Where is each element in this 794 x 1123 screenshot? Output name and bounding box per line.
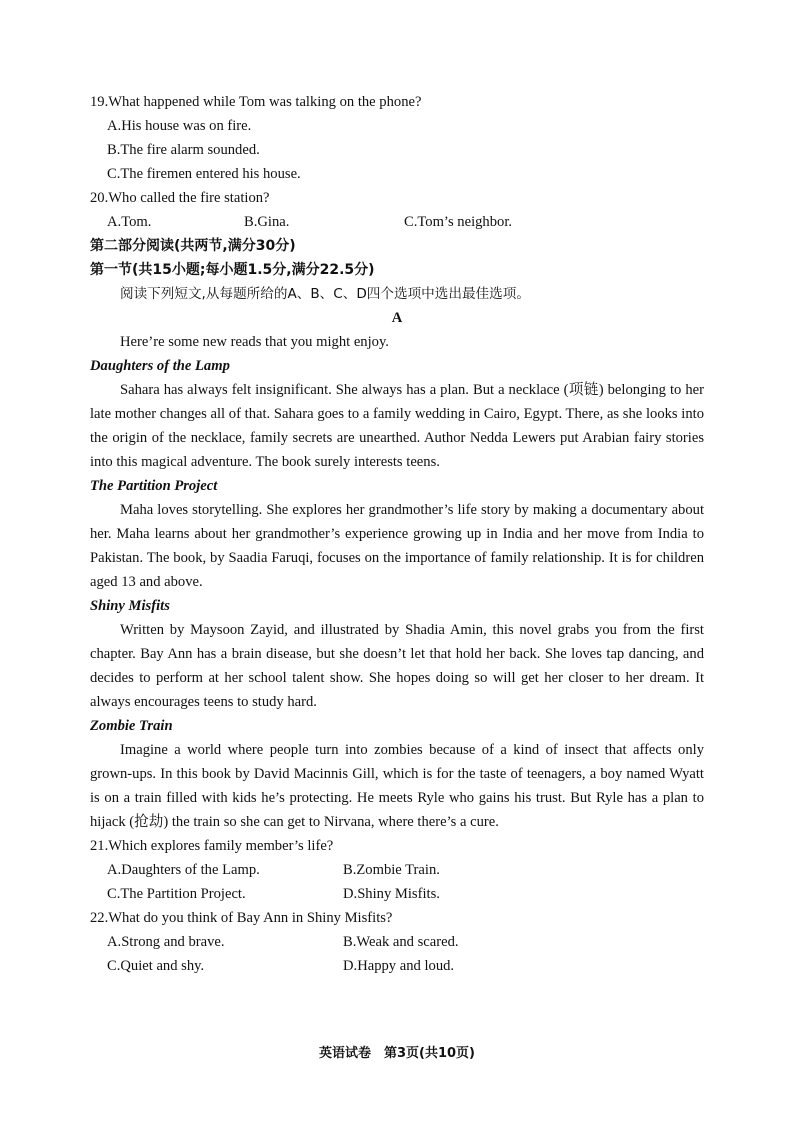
page-footer: 英语试卷 第3页(共10页) bbox=[318, 1046, 476, 1061]
section1-title: 第一节(共15小题;每小题1.5分,满分22.5分) bbox=[90, 262, 375, 278]
q20-option-c: C.Tom’s neighbor. bbox=[404, 214, 513, 230]
q21-option-d: D.Shiny Misfits. bbox=[343, 886, 440, 902]
q21-option-a: A.Daughters of the Lamp. bbox=[107, 862, 260, 878]
q21-option-b: B.Zombie Train. bbox=[343, 862, 440, 878]
book-title-2: The Partition Project bbox=[90, 478, 218, 494]
q20-options bbox=[90, 210, 704, 234]
q20-option-b: B.Gina. bbox=[244, 214, 290, 230]
q21-options-row2 bbox=[90, 882, 704, 906]
q22-options-row2 bbox=[90, 954, 704, 978]
passage-label: A bbox=[391, 310, 403, 326]
q19-option-c: C.The firemen entered his house. bbox=[107, 166, 301, 182]
book-text-4: Imagine a world where people turn into zombies because of a kind of insect that affects only grown-ups. In this book by David Macinnis Gill, which is for the taste of teenagers, a boy named Wyatt is on a train filled with kids he’s protecting. He meets Ryle who gains his trust. But Ryle has a plan to hijack (抢劫) the train so she can get to Nirvana, where there’s a cure. bbox=[90, 742, 704, 830]
book-text-1: Sahara has always felt insignificant. She always has a plan. But a necklace (项链) belonging to her late mother changes all of that. Sahara goes to a family wedding in Cairo, Egypt. There, as she looks into the origin of the necklace, family secrets are unearthed. Author Nedda Lewers put Arabian fairy stories into this magical adventure. The book surely interests teens. bbox=[90, 382, 704, 470]
question-22: 22.What do you think of Bay Ann in Shiny Misfits? bbox=[90, 910, 393, 926]
q22-option-a: A.Strong and brave. bbox=[107, 934, 225, 950]
q22-option-b: B.Weak and scared. bbox=[343, 934, 459, 950]
book-text-3: Written by Maysoon Zayid, and illustrated by Shadia Amin, this novel grabs you from the first chapter. Bay Ann has a brain disease, but she doesn’t let that hold her back. She loves tap dancing, and decides to perform at her school talent show. She hopes doing so will get her closer to her dream. It always encourages teens to study hard. bbox=[90, 622, 704, 710]
book-title-1: Daughters of the Lamp bbox=[90, 358, 230, 374]
q22-option-d: D.Happy and loud. bbox=[343, 958, 455, 974]
question-20: 20.Who called the fire station? bbox=[90, 190, 270, 206]
q19-option-b: B.The fire alarm sounded. bbox=[107, 142, 260, 158]
q21-option-c: C.The Partition Project. bbox=[107, 886, 246, 902]
passage-intro: Here’re some new reads that you might enjoy. bbox=[120, 334, 389, 350]
part2-title: 第二部分阅读(共两节,满分30分) bbox=[90, 238, 296, 254]
question-21: 21.Which explores family member’s life? bbox=[90, 838, 334, 854]
q19-option-a: A.His house was on fire. bbox=[107, 118, 252, 134]
q22-option-c: C.Quiet and shy. bbox=[107, 958, 205, 974]
book-text-2: Maha loves storytelling. She explores her grandmother’s life story by making a documentary about her. Maha learns about her grandmother’s experience growing up in India and her move from India to Pakistan. The book, by Saadia Faruqi, focuses on the importance of family relationship. It is for children aged 13 and above. bbox=[90, 502, 704, 590]
q20-option-a: A.Tom. bbox=[107, 214, 152, 230]
book-title-3: Shiny Misfits bbox=[90, 598, 170, 614]
q21-options-row1 bbox=[90, 858, 704, 882]
question-19: 19.What happened while Tom was talking on the phone? bbox=[90, 94, 422, 110]
book-title-4: Zombie Train bbox=[90, 718, 173, 734]
q22-options-row1 bbox=[90, 930, 704, 954]
instruction: 阅读下列短文,从每题所给的A、B、C、D四个选项中选出最佳选项。 bbox=[120, 286, 530, 302]
